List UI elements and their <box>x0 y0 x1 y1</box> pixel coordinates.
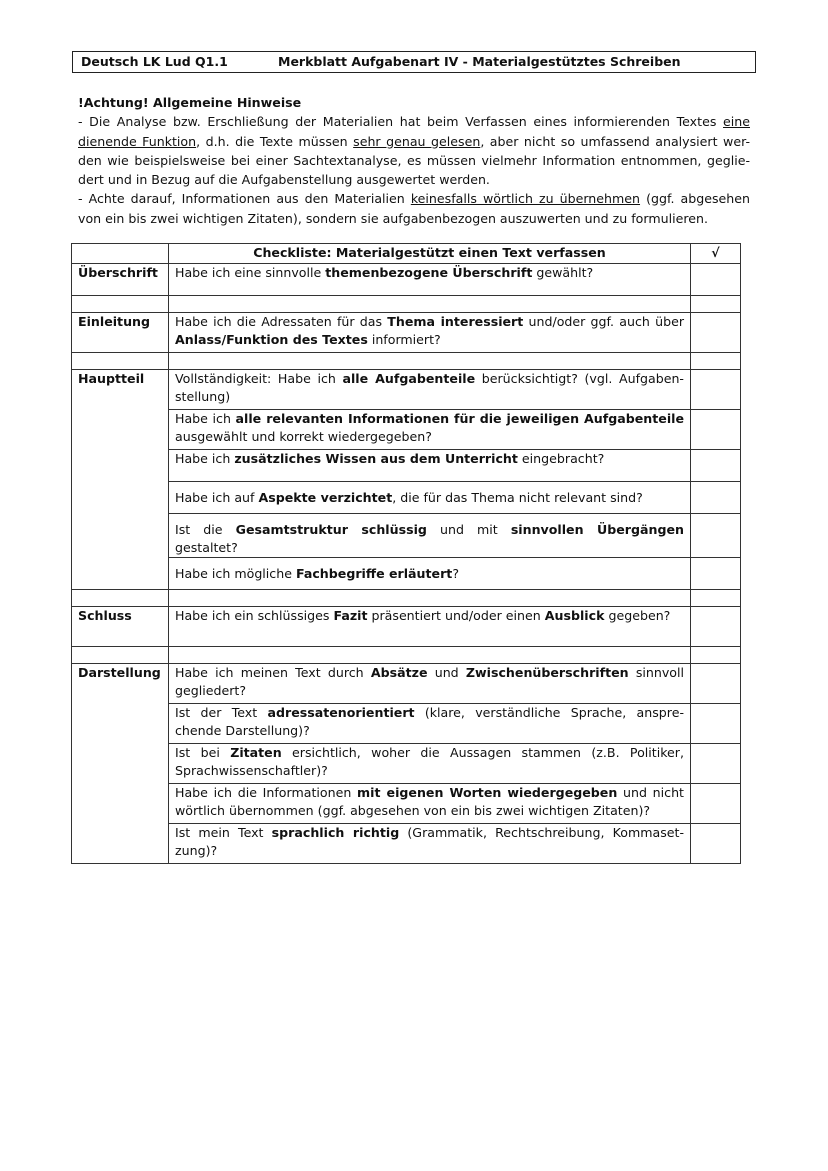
checklist-item: Habe ich die Adressaten für das Thema interessiert und/oder ggf. auch über Anlass/Funktion des Textes informiert? <box>169 313 691 353</box>
checklist-item: Ist der Text adressatenorientiert (klare, verständliche Sprache, anspre-chende Darstellung)? <box>169 704 691 744</box>
checklist-item: Vollständigkeit: Habe ich alle Aufgabenteile berücksichtigt? (vgl. Aufgaben-stellung) <box>169 370 691 410</box>
notes-heading: !Achtung! Allgemeine Hinweise <box>78 95 302 110</box>
text-span: , aber nicht so umfassend analysiert wer-den wie beispielsweise bei einer Sachtextanalyse, es müssen vielmehr Information entnommen, geglie-dert und in Bezug auf die Aufgabenstellung ausgewertet werden. <box>78 133 750 188</box>
check-cell[interactable] <box>691 704 741 744</box>
check-cell[interactable] <box>691 410 741 450</box>
check-cell[interactable] <box>691 824 741 864</box>
check-cell[interactable] <box>691 664 741 704</box>
checklist-item: Habe ich zusätzliches Wissen aus dem Unterricht eingebracht? <box>169 450 691 482</box>
checklist-item: Habe ich meinen Text durch Absätze und Zwischenüberschriften sinnvoll gegliedert? <box>169 664 691 704</box>
check-cell[interactable] <box>691 784 741 824</box>
table-row <box>72 370 741 410</box>
table-row <box>72 450 741 482</box>
check-cell[interactable] <box>691 450 741 482</box>
category-hauptteil: Hauptteil <box>72 370 169 590</box>
table-row <box>72 410 741 450</box>
table-row <box>72 607 741 647</box>
checklist-item: Ist bei Zitaten ersichtlich, woher die Aussagen stammen (z.B. Politiker, Sprachwissenschaftler)? <box>169 744 691 784</box>
check-cell[interactable] <box>691 607 741 647</box>
checklist-item: Ist die Gesamtstruktur schlüssig und mit sinnvollen Übergängen gestaltet? <box>169 514 691 558</box>
document-title: Merkblatt Aufgabenart IV - Materialgestütztes Schreiben <box>278 54 681 69</box>
table-row <box>72 664 741 704</box>
check-cell[interactable] <box>691 744 741 784</box>
underlined-text: eine dienende Funktion <box>78 114 750 149</box>
spacer-row <box>72 647 741 664</box>
check-cell[interactable] <box>691 558 741 590</box>
check-cell[interactable] <box>691 313 741 353</box>
table-row <box>72 482 741 514</box>
underlined-text: keinesfalls wörtlich zu übernehmen <box>410 191 641 207</box>
check-cell[interactable] <box>691 482 741 514</box>
spacer-row <box>72 590 741 607</box>
category-einleitung: Einleitung <box>72 313 169 353</box>
checklist-item: Habe ich mögliche Fachbegriffe erläutert? <box>169 558 691 590</box>
document-header <box>72 51 756 73</box>
notes-paragraph-2 <box>78 189 750 228</box>
text-span: , d.h. die Texte müssen <box>196 133 354 149</box>
table-row <box>72 744 741 784</box>
text-span: - Achte darauf, Informationen aus den Materialien <box>78 191 411 207</box>
check-cell[interactable] <box>691 264 741 296</box>
checklist-item: Habe ich alle relevanten Informationen für die jeweiligen Aufgabenteile ausgewählt und korrekt wiedergegeben? <box>169 410 691 450</box>
check-column-header: √ <box>691 244 741 264</box>
category-ueberschrift: Überschrift <box>72 264 169 296</box>
header-empty-cell <box>72 244 169 264</box>
notes-paragraph-1 <box>78 112 750 189</box>
checklist-item: Ist mein Text sprachlich richtig (Grammatik, Rechtschreibung, Kommaset-zung)? <box>169 824 691 864</box>
checklist-header-row <box>72 244 741 264</box>
text-span: - Die Analyse bzw. Erschließung der Materialien hat beim Verfassen eines informierenden Textes <box>78 114 724 130</box>
check-cell[interactable] <box>691 370 741 410</box>
general-notes <box>78 93 750 228</box>
table-row <box>72 784 741 824</box>
checklist-item: Habe ich auf Aspekte verzichtet, die für das Thema nicht relevant sind? <box>169 482 691 514</box>
checklist-item: Habe ich eine sinnvolle themenbezogene Überschrift gewählt? <box>169 264 691 296</box>
checklist-table <box>71 243 741 864</box>
course-label: Deutsch LK Lud Q1.1 <box>81 54 228 69</box>
check-cell[interactable] <box>691 514 741 558</box>
spacer-row <box>72 296 741 313</box>
table-row <box>72 313 741 353</box>
table-row <box>72 264 741 296</box>
underlined-text: sehr genau gelesen <box>353 133 481 149</box>
text-span: (ggf. abgesehen von ein bis zwei wichtigen Zitaten), sondern sie aufgabenbezogen auszuwerten und zu formulieren. <box>78 191 750 226</box>
table-row <box>72 558 741 590</box>
table-row <box>72 514 741 558</box>
spacer-row <box>72 353 741 370</box>
checklist-item: Habe ich ein schlüssiges Fazit präsentiert und/oder einen Ausblick gegeben? <box>169 607 691 647</box>
table-row <box>72 824 741 864</box>
checklist-item: Habe ich die Informationen mit eigenen Worten wiedergegeben und nicht wörtlich übernommen (ggf. abgesehen von ein bis zwei wichtigen Zitaten)? <box>169 784 691 824</box>
category-darstellung: Darstellung <box>72 664 169 864</box>
table-row <box>72 704 741 744</box>
category-schluss: Schluss <box>72 607 169 647</box>
checklist-title: Checkliste: Materialgestützt einen Text verfassen <box>169 244 691 264</box>
